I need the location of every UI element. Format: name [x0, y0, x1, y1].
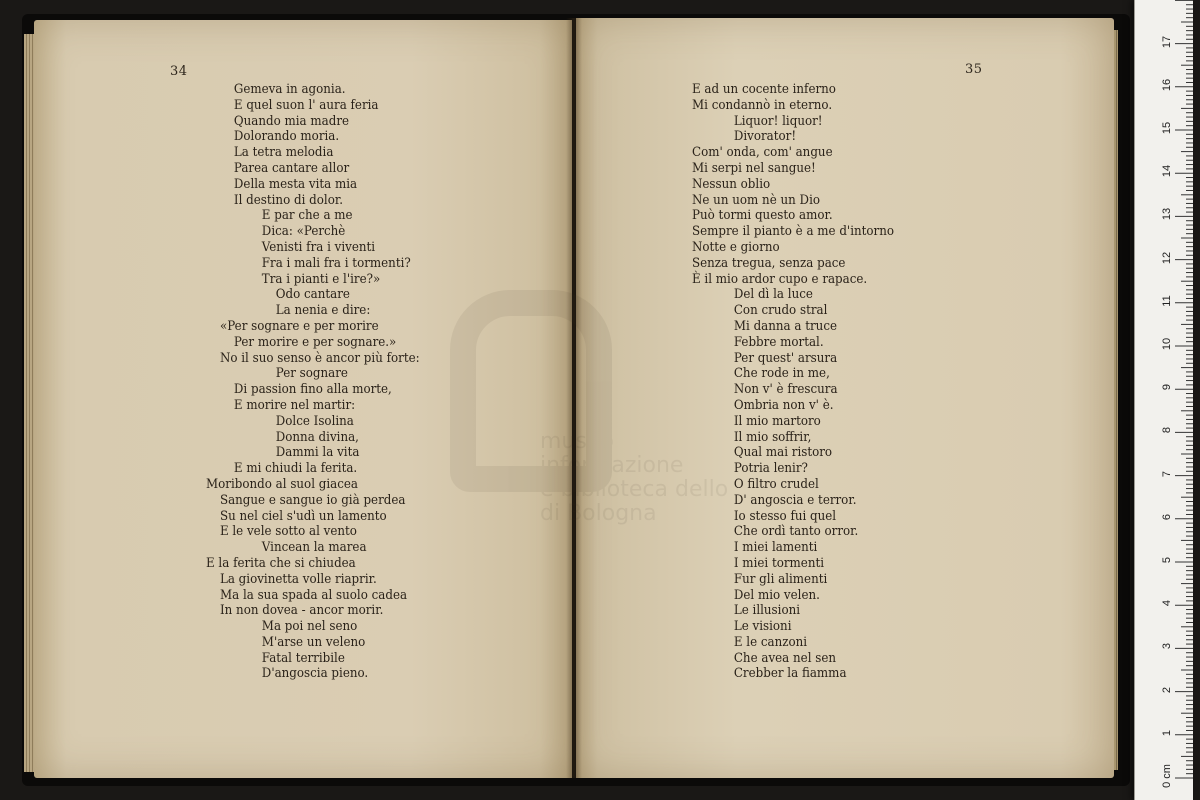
- ruler-label: 12: [1161, 251, 1173, 264]
- verse-line: No il suo senso è ancor più forte:: [219, 350, 420, 366]
- verse-line: Ma poi nel seno: [261, 619, 358, 635]
- ruler-label: 6: [1161, 513, 1173, 520]
- verse-line: Per quest' arsura: [733, 350, 838, 366]
- verse-line: Può tormi questo amor.: [692, 208, 833, 224]
- verse-line: Odo cantare: [275, 287, 350, 303]
- verse-line: La giovinetta volle riaprir.: [219, 571, 377, 587]
- verse-line: «Per sognare e per morire: [219, 318, 379, 334]
- verse-line: In non dovea - ancor morir.: [219, 603, 384, 619]
- right-page-number: 35: [965, 62, 983, 77]
- verse-line: Per sognare: [275, 366, 348, 382]
- right-page-verse: [692, 82, 894, 682]
- ruler-label: 2: [1161, 686, 1173, 693]
- verse-line: Sempre il pianto è a me d'intorno: [692, 224, 895, 240]
- ruler-label: 10: [1161, 337, 1173, 351]
- verse-line: D' angoscia e terror.: [733, 492, 857, 508]
- verse-line: Che rode in me,: [733, 366, 830, 382]
- verse-line: Il mio martoro: [733, 413, 821, 429]
- verse-line: Ombria non v' è.: [733, 397, 834, 413]
- verse-line: E mi chiudi la ferita.: [233, 461, 358, 477]
- verse-line: Dolorando moria.: [233, 129, 340, 145]
- verse-line: Donna divina,: [275, 429, 359, 445]
- ruler-label: 5: [1161, 556, 1173, 564]
- verse-line: E ad un cocente inferno: [692, 82, 836, 97]
- verse-line: Notte e giorno: [692, 239, 780, 255]
- verse-line: Il destino di dolor.: [233, 192, 343, 208]
- verse-line: I miei lamenti: [733, 540, 818, 556]
- verse-line: Mi condannò in eterno.: [692, 97, 833, 113]
- verse-line: Le visioni: [733, 619, 792, 635]
- ruler-label: 15: [1161, 121, 1173, 135]
- verse-line: Quando mia madre: [233, 113, 350, 129]
- verse-line: Che ordì tanto orror.: [733, 524, 859, 540]
- verse-line: Ne un uom nè un Dio: [692, 192, 821, 208]
- verse-line: Io stesso fui quel: [733, 508, 837, 524]
- ruler-label: 7: [1161, 470, 1173, 477]
- verse-line: Qual mai ristoro: [733, 445, 833, 461]
- ruler-label: 16: [1161, 78, 1173, 91]
- verse-line: Tra i pianti e l'ire?»: [261, 271, 381, 287]
- ruler-label: 1: [1161, 729, 1173, 736]
- verse-line: I miei tormenti: [733, 555, 825, 571]
- verse-line: Moribondo al suol giacea: [206, 476, 358, 492]
- verse-line: Per morire e per sognare.»: [233, 334, 397, 350]
- verse-line: Gemeva in agonia.: [233, 82, 346, 97]
- verse-line: E quel suon l' aura feria: [233, 97, 379, 113]
- verse-line: Potria lenir?: [733, 461, 808, 477]
- measurement-ruler: [1134, 0, 1193, 800]
- verse-line: La nenia e dire:: [275, 303, 371, 319]
- verse-line: Nessun oblio: [692, 176, 771, 192]
- verse-line: Fur gli alimenti: [733, 571, 828, 587]
- verse-line: Ma la sua spada al suolo cadea: [219, 587, 408, 603]
- ruler-label: 14: [1161, 165, 1173, 178]
- verse-line: Su nel ciel s'udì un lamento: [219, 508, 387, 524]
- verse-line: Senza tregua, senza pace: [692, 255, 846, 271]
- verse-line: Del mio velen.: [733, 587, 820, 603]
- verse-line: M'arse un veleno: [261, 634, 366, 650]
- verse-line: Che avea nel sen: [733, 650, 837, 666]
- verse-line: Mi danna a truce: [733, 318, 837, 334]
- verse-line: E le vele sotto al vento: [219, 524, 357, 540]
- ruler-label: 13: [1161, 208, 1173, 221]
- verse-line: Crebber la fiamma: [733, 666, 847, 682]
- verse-line: Con crudo stral: [733, 303, 828, 319]
- verse-line: La tetra melodia: [233, 145, 334, 161]
- book-gutter: [566, 18, 582, 778]
- verse-line: Di passion fino alla morte,: [233, 382, 392, 398]
- verse-line: Sangue e sangue io già perdea: [219, 492, 406, 508]
- verse-line: Febbre mortal.: [733, 334, 824, 350]
- verse-line: Fra i mali fra i tormenti?: [261, 255, 411, 271]
- ruler-label: 9: [1161, 384, 1173, 391]
- verse-line: E le canzoni: [733, 634, 808, 650]
- ruler-label: 3: [1161, 643, 1173, 650]
- ruler-label: 4: [1161, 600, 1173, 607]
- verse-line: Divorator!: [733, 129, 797, 145]
- verse-line: Dolce Isolina: [275, 413, 354, 429]
- verse-line: È il mio ardor cupo e rapace.: [692, 271, 868, 287]
- verse-line: Com' onda, com' angue: [692, 145, 833, 161]
- left-page-verse: [206, 82, 420, 682]
- verse-line: Vincean la marea: [261, 540, 367, 556]
- ruler-label: 11: [1161, 295, 1173, 307]
- verse-line: D'angoscia pieno.: [261, 666, 369, 682]
- verse-line: Le illusioni: [733, 603, 801, 619]
- verse-line: O filtro crudel: [733, 476, 819, 492]
- ruler-label: 0 cm: [1161, 764, 1173, 788]
- verse-line: E morire nel martir:: [233, 397, 356, 413]
- ruler-label: 17: [1161, 35, 1173, 48]
- verse-line: Parea cantare allor: [233, 160, 350, 176]
- verse-line: E la ferita che si chiudea: [206, 555, 356, 571]
- verse-line: Non v' è frescura: [733, 382, 838, 398]
- verse-line: Venisti fra i viventi: [261, 239, 376, 255]
- verse-line: Del dì la luce: [733, 287, 813, 303]
- verse-line: Il mio soffrir,: [733, 429, 812, 445]
- verse-line: Mi serpi nel sangue!: [692, 160, 816, 176]
- verse-line: Dammi la vita: [275, 445, 360, 461]
- verse-line: Fatal terribile: [261, 650, 345, 666]
- verse-line: Dica: «Perchè: [261, 224, 346, 240]
- left-page-number: 34: [170, 64, 188, 79]
- verse-line: E par che a me: [261, 208, 353, 224]
- verse-line: Della mesta vita mia: [233, 176, 358, 192]
- ruler-label: 8: [1161, 427, 1173, 434]
- verse-line: Liquor! liquor!: [733, 113, 823, 129]
